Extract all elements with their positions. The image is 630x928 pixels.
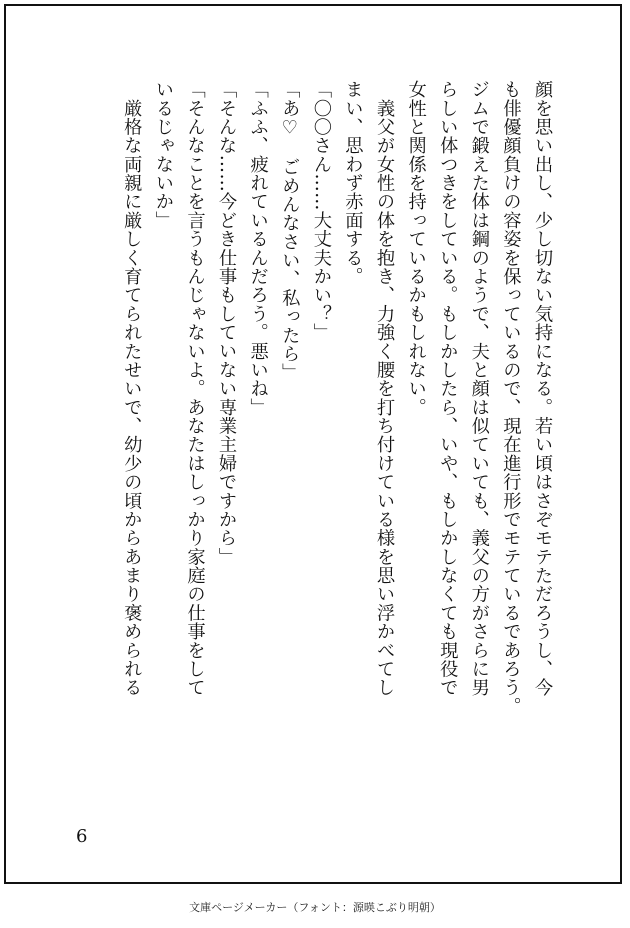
text-line-14: 厳格な両親に厳しく育てられたせいで、幼少の頃からあまり褒められる [121,80,143,697]
text-line-2: も俳優顔負けの容姿を保っているので、現在進行形でモテているであろう。 [500,80,522,716]
text-line-8: 「〇〇さん……大丈夫かい？」 [310,80,332,342]
text-line-5: 女性と関係を持っているかもしれない。 [405,80,427,417]
text-line-4: らしい体つきをしている。もしかしたら、いや、もしかしなくても現役で [437,80,459,697]
text-line-6: 義父が女性の体を抱き、力強く腰を打ち付けている様を思い浮かべてし [374,80,396,697]
text-line-11: 「そんな……今どき仕事もしていない専業主婦ですから」 [216,80,238,566]
text-line-10: 「ふふ、疲れているんだろう。悪いね」 [247,80,269,417]
vertical-body-text [116,80,558,810]
text-line-3: ジムで鍛えた体は鋼のようで、夫と顔は似ていても、義父の方がさらに男 [468,80,490,697]
page-number: 6 [76,826,88,847]
text-line-12: 「そんなことを言うもんじゃないよ。あなたはしっかり家庭の仕事をして [184,80,206,697]
page-frame [4,4,622,884]
footer-caption: 文庫ページメーカー（フォント：源暎こぶり明朝） [189,901,441,914]
text-line-9: 「あ♡ ごめんなさい、私ったら」 [279,80,301,382]
text-line-7: まい、思わず赤面する。 [342,80,364,286]
text-line-13: いるじゃないか」 [152,80,174,230]
text-line-1: 顔を思い出し、少し切ない気持になる。若い頃はさぞモテただろうし、今 [532,80,553,697]
